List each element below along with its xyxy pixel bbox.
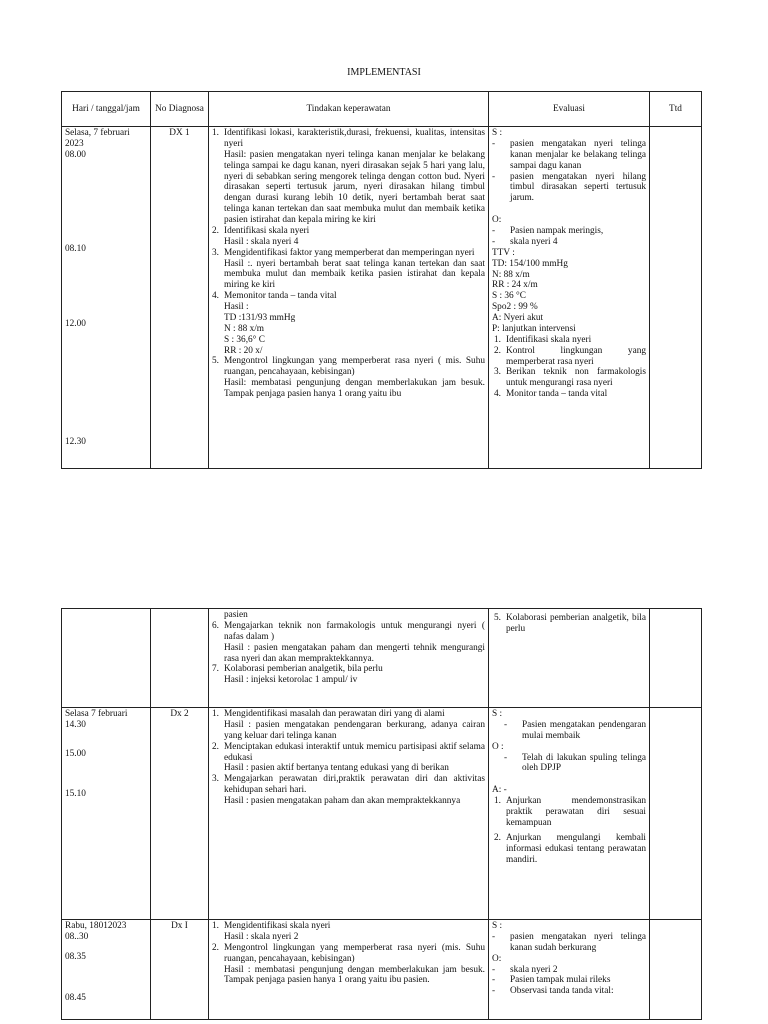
list-item: - pasien mengatakan nyeri telinga kanan sudah berkurang — [492, 931, 646, 953]
list-item: - Observasi tanda tanda vital: — [492, 986, 614, 997]
list-item: - Telah di lakukan spuling telinga oleh DPJP — [504, 752, 646, 774]
result-text: Hasil : skala nyeri 4 — [224, 236, 299, 247]
list-item: 7. Kolaborasi pemberian analgetik, bila perlu — [212, 664, 383, 675]
list-item: 2. Mengontrol lingkungan yang memperberat rasa nyeri (mis. Suhu ruangan, pencahayaan, kebisingan) — [212, 942, 485, 964]
table-row — [62, 920, 702, 1020]
implementation-table-page1 — [61, 91, 702, 469]
result-text: Hasil : pasien aktif bertanya tentang edukasi yang di berikan — [224, 763, 449, 774]
result-text: Hasil: membatasi pengunjung dengan memberlakukan jam besuk. Tampak penjaga pasien hanya 1 orang yaitu ibu — [224, 378, 485, 399]
diagnosis-label: Dx I — [171, 921, 188, 931]
table-row — [62, 708, 702, 920]
time-label: 08..30 — [65, 931, 89, 942]
time-label: 08.45 — [65, 992, 86, 1003]
time-label: 08.35 — [65, 951, 86, 962]
diagnosis-label: Dx 2 — [170, 709, 189, 719]
time-label: 12.00 — [65, 318, 86, 329]
result-text: Hasil :. nyeri bertambah berat saat telinga kanan tertekan dan saat membuka mulut dan membaik ketika pasien istirahat dan kepala miring ke kiri — [224, 258, 485, 291]
vital-value: S : 36,6° C — [224, 334, 265, 345]
table-header-row — [62, 92, 702, 127]
header-evaluation: Evaluasi — [489, 92, 650, 127]
vital-value: N : 88 x/m — [224, 323, 265, 334]
actions-cell — [209, 708, 489, 920]
actions-cell — [209, 127, 489, 469]
list-item: 1. Identifikasi lokasi, karakteristik,durasi, frekuensi, kualitas, intensitas nyeri — [212, 128, 485, 149]
day-time-cell — [62, 127, 151, 469]
diagnosis-cell — [151, 920, 209, 1020]
list-item: - Pasien nampak meringis, — [492, 226, 604, 236]
objective-label: O: — [492, 953, 502, 964]
list-item: 2. Kontrol lingkungan yang memperberat rasa nyeri — [494, 345, 646, 367]
page-title: IMPLEMENTASI — [347, 67, 421, 78]
objective-label: O : — [492, 741, 504, 752]
list-item: 1. Mengidentifikasi skala nyeri — [212, 921, 331, 931]
list-item: 5. Kolaborasi pemberian analgetik, bila perlu — [494, 613, 646, 634]
vital-value: TD :131/93 mmHg — [224, 312, 296, 323]
list-item: 1. Identifikasi skala nyeri — [494, 334, 592, 345]
list-item: 3. Mengajarkan perawatan diri,praktik perawatan diri dan aktivitas kehidupan sehari hari. — [212, 774, 485, 796]
time-label: 08.10 — [65, 243, 86, 254]
list-item: - skala nyeri 4 — [492, 236, 558, 247]
list-item: 3. Berikan teknik non farmakologis untuk mengurangi rasa nyeri — [494, 367, 646, 389]
result-text: Hasil : membatasi pengunjung dengan memberlakukan jam besuk. Tampak penjaga pasien hanya 1 orang yaitu ibu pasien. — [224, 964, 485, 986]
signature-cell — [650, 708, 702, 920]
day-label: Rabu, 18012023 — [65, 921, 127, 931]
signature-cell — [650, 920, 702, 1020]
day-time-cell — [62, 708, 151, 920]
diagnosis-cell — [151, 127, 209, 469]
subjective-label: S : — [492, 128, 503, 138]
result-text: Hasil : TD :131/93 mmHg N : 88 x/m S : 36,6° C RR : 20 x/ — [212, 302, 485, 356]
header-diagnosis: No Diagnosa — [151, 92, 209, 127]
list-item: 4. Monitor tanda – tanda vital — [494, 389, 608, 400]
assessment-label: A: - — [492, 785, 507, 796]
actions-cell — [209, 920, 489, 1020]
objective-label: O: — [492, 215, 502, 226]
header-signature: Ttd — [650, 92, 702, 127]
list-item: 1. Anjurkan mendemonstrasikan praktik perawatan diri sesuai kemampuan — [494, 796, 646, 828]
list-item: 5. Mengontrol lingkungan yang memperberat rasa nyeri ( mis. Suhu ruangan, pencahayaan, kebisingan) — [212, 356, 485, 378]
list-item: - Pasien tampak mulai rileks — [492, 975, 611, 986]
plan-label: P: lanjutkan intervensi — [492, 323, 576, 334]
list-item: 2. Identifikasi skala nyeri — [212, 225, 310, 236]
signature-cell — [650, 609, 702, 708]
implementation-table-page2 — [61, 608, 702, 1020]
day-time-cell — [62, 609, 151, 708]
diagnosis-label: DX 1 — [169, 128, 190, 138]
result-text: Hasil : skala nyeri 2 — [224, 931, 299, 942]
list-item: 6. Mengajarkan teknik non farmakologis untuk mengurangi nyeri ( nafas dalam ) — [212, 620, 485, 642]
table-row — [62, 127, 702, 469]
evaluation-cell — [489, 920, 650, 1020]
signature-cell — [650, 127, 702, 469]
day-time-cell — [62, 920, 151, 1020]
result-text: Hasil : pasien mengatakan paham dan akan mempraktekkannya — [224, 796, 461, 806]
diagnosis-cell — [151, 708, 209, 920]
evaluation-cell — [489, 609, 650, 708]
list-item: 2. Menciptakan edukasi interaktif untuk memicu partisipasi aktif selama edukasi — [212, 741, 485, 763]
result-text: Hasil : pasien mengatakan pendengaran berkurang, adanya cairan yang keluar dari telinga kanan — [224, 719, 485, 741]
assessment-label: A: Nyeri akut — [492, 313, 544, 323]
result-text: Hasil: pasien mengatakan nyeri telinga kanan menjalar ke belakang telinga sampai ke dagu kanan, nyeri dirasakan sejak 5 hari yang lalu, nyeri di sebabkan sering mengorek telinga dengan cotton bud. Nyeri dirasakan seperti tertusuk jarum, nyeri dirasakan hilang timbul dengan durasi kurang lebih 10 detik, nyeri bertambah berat saat telinga kanan tertekan dan saat membuka mulut dan membaik ketika pasien istirahat dan kepala miring ke kiri — [224, 149, 485, 225]
list-item: 4. Memonitor tanda – tanda vital — [212, 291, 337, 302]
list-item: - skala nyeri 2 — [492, 964, 558, 975]
time-label: 14.30 — [65, 719, 86, 730]
subjective-label: S : — [492, 709, 503, 719]
evaluation-cell: S : - pasien mengatakan nyeri telinga kanan menjalar ke belakang telinga sampai dagu kanan - pasien mengatakan nyeri hilang timbul dirasakan seperti tertusuk jarum. O: - Pasien nampak meringis, - skala nyeri 4 TTV : TD: 154/100 mmHg N: 88 x/m RR : 24 x/m S : 36 °C Spo2 : 99 % A: Nyeri akut P: lanjutkan intervensi 1. Identifikasi skala nyeri 2. Kontrol lingkungan yang memperberat rasa nyeri 3. Berikan teknik non farmakologis untuk mengurangi rasa nyeri 4. Monitor tanda – tanda vital — [489, 127, 650, 469]
evaluation-cell — [489, 708, 650, 920]
list-item: 1. Mengidentifikasi masalah dan perawatan diri yang di alami — [212, 709, 445, 719]
table-row — [62, 609, 702, 708]
list-item: - pasien mengatakan nyeri telinga kanan menjalar ke belakang telinga sampai dagu kanan — [492, 138, 646, 171]
time-label: 15.00 — [65, 748, 86, 759]
header-actions: Tindakan keperawatan — [209, 92, 489, 127]
diagnosis-cell — [151, 609, 209, 708]
subjective-label: S : — [492, 921, 503, 931]
vital-value: RR : 20 x/ — [224, 345, 263, 356]
day-label: Selasa, 7 februari 2023 — [65, 128, 130, 149]
list-item: - pasien mengatakan nyeri hilang timbul dirasakan seperti tertusuk jarum. — [492, 171, 646, 204]
time-label: 12.30 — [65, 437, 86, 448]
list-item: 3. Mengidentifikasi faktor yang memperberat dan memperingan nyeri — [212, 247, 475, 258]
header-day: Hari / tanggal/jam — [62, 92, 151, 127]
continued-text: pasien — [224, 610, 248, 620]
list-item: - Pasien mengatakan pendengaran mulai membaik — [504, 719, 646, 741]
result-text: Hasil : injeksi ketorolac 1 ampul/ iv — [224, 675, 358, 686]
time-label: 08.00 — [65, 149, 86, 160]
result-text: Hasil : pasien mengatakan paham dan mengerti tehnik mengurangi rasa nyeri dan akan mempraktekkannya. — [224, 642, 485, 664]
list-item: 2. Anjurkan mengulangi kembali informasi edukasi tentang perawatan mandiri. — [494, 832, 646, 865]
time-label: 15.10 — [65, 788, 86, 799]
day-label: Selasa 7 februari — [65, 709, 128, 719]
actions-cell — [209, 609, 489, 708]
